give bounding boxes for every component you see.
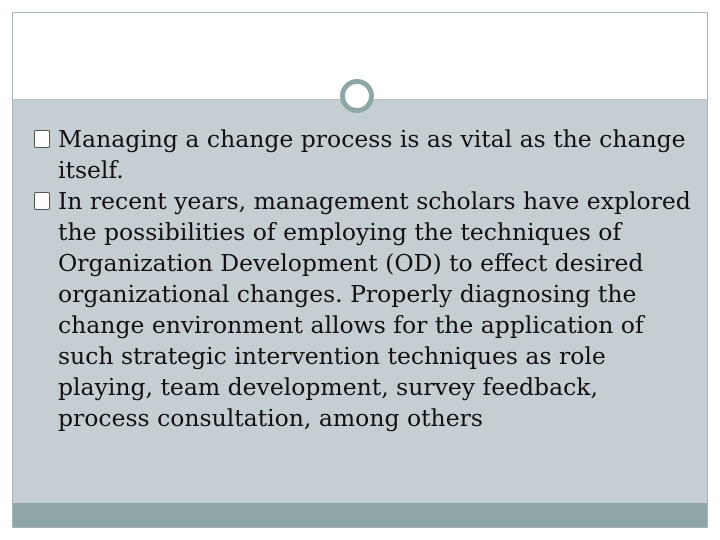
- bullet-text: Managing a change process is as vital as the change itself.: [58, 125, 686, 184]
- bullet-item: [34, 186, 694, 434]
- missing-glyph-box-icon: [34, 130, 50, 148]
- footer-bar: [13, 503, 707, 527]
- bullet-text: In recent years, management scholars have explored the possibilities of employing the techniques of Organization Development (OD) to effect desired organizational changes. Properly diagnosing the change environment allows for the application of such strategic intervention techniques as role playing, team development, survey feedback, process consultation, among others: [58, 187, 691, 432]
- bullet-item: [34, 124, 694, 186]
- missing-glyph-box-icon: [34, 192, 50, 210]
- bullet-list: [34, 124, 694, 434]
- ring-ornament-icon: [340, 79, 374, 113]
